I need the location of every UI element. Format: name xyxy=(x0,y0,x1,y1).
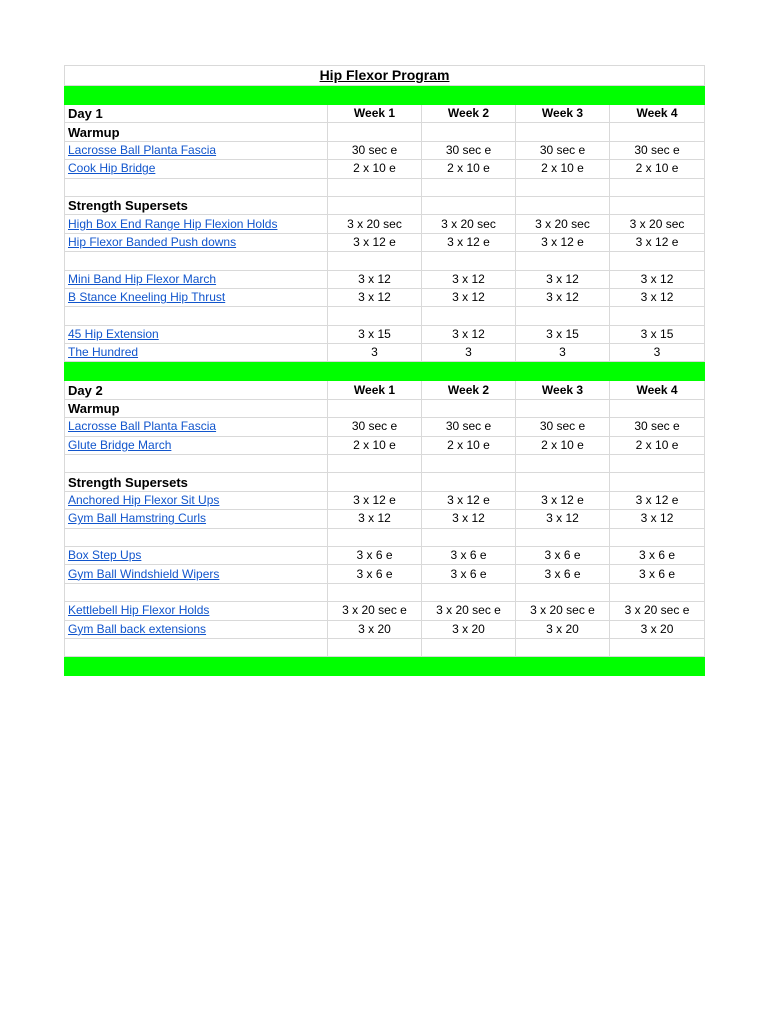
prescription-cell: 3 x 20 sec xyxy=(328,215,422,233)
exercise-row xyxy=(65,565,705,583)
empty-cell xyxy=(516,307,610,325)
empty-cell xyxy=(422,638,516,656)
empty-cell xyxy=(328,307,422,325)
section-header-row xyxy=(65,196,705,214)
prescription-cell: 3 x 12 xyxy=(422,270,516,288)
prescription-cell: 3 xyxy=(516,344,610,362)
prescription-cell: 3 x 20 sec e xyxy=(610,602,705,620)
empty-cell xyxy=(422,455,516,473)
prescription-cell: 30 sec e xyxy=(422,418,516,436)
divider-cell xyxy=(65,657,705,676)
prescription-cell: 3 x 12 xyxy=(328,510,422,528)
empty-cell xyxy=(328,473,422,491)
exercise-name-cell xyxy=(65,436,328,454)
exercise-name-cell xyxy=(65,344,328,362)
exercise-row xyxy=(65,602,705,620)
divider-cell xyxy=(65,86,705,105)
prescription-cell: 2 x 10 e xyxy=(610,436,705,454)
exercise-name-cell xyxy=(65,491,328,509)
program-table xyxy=(64,65,705,676)
prescription-cell: 3 x 12 e xyxy=(328,233,422,251)
exercise-row xyxy=(65,491,705,509)
exercise-link[interactable]: Cook Hip Bridge xyxy=(68,161,156,176)
prescription-cell: 3 x 20 xyxy=(516,620,610,638)
prescription-cell: 2 x 10 e xyxy=(422,160,516,178)
day-label: Day 1 xyxy=(65,105,328,123)
prescription-cell: 3 x 20 sec e xyxy=(328,602,422,620)
prescription-cell: 3 x 6 e xyxy=(610,565,705,583)
section-header-row xyxy=(65,123,705,141)
exercise-row xyxy=(65,270,705,288)
section-label: Strength Supersets xyxy=(65,196,328,214)
empty-cell xyxy=(610,252,705,270)
prescription-cell: 3 x 20 xyxy=(328,620,422,638)
prescription-cell: 3 x 20 sec e xyxy=(516,602,610,620)
empty-cell xyxy=(422,178,516,196)
prescription-cell: 3 x 12 e xyxy=(328,491,422,509)
prescription-cell: 30 sec e xyxy=(422,141,516,159)
prescription-cell: 30 sec e xyxy=(516,141,610,159)
exercise-row xyxy=(65,215,705,233)
empty-cell xyxy=(328,252,422,270)
exercise-link[interactable]: High Box End Range Hip Flexion Holds xyxy=(68,216,278,231)
prescription-cell: 3 x 12 xyxy=(610,288,705,306)
prescription-cell: 2 x 10 e xyxy=(516,436,610,454)
empty-cell xyxy=(516,252,610,270)
section-divider-band xyxy=(65,657,705,676)
exercise-link[interactable]: Lacrosse Ball Planta Fascia xyxy=(68,142,217,157)
section-divider-band xyxy=(65,86,705,105)
section-label: Warmup xyxy=(65,123,328,141)
empty-cell xyxy=(516,399,610,417)
prescription-cell: 3 x 12 xyxy=(328,270,422,288)
blank-row xyxy=(65,252,705,270)
exercise-name-cell xyxy=(65,418,328,436)
empty-cell xyxy=(65,307,328,325)
prescription-cell: 3 x 12 e xyxy=(610,491,705,509)
prescription-cell: 2 x 10 e xyxy=(422,436,516,454)
prescription-cell: 2 x 10 e xyxy=(328,436,422,454)
exercise-name-cell xyxy=(65,288,328,306)
empty-cell xyxy=(610,455,705,473)
empty-cell xyxy=(422,307,516,325)
prescription-cell: 3 x 20 sec e xyxy=(422,602,516,620)
section-label: Strength Supersets xyxy=(65,473,328,491)
program-table-body xyxy=(65,66,705,676)
empty-cell xyxy=(610,307,705,325)
exercise-link[interactable]: Hip Flexor Banded Push downs xyxy=(68,234,237,249)
prescription-cell: 3 x 12 xyxy=(516,288,610,306)
exercise-name-cell xyxy=(65,215,328,233)
blank-row xyxy=(65,455,705,473)
exercise-link[interactable]: Box Step Ups xyxy=(68,548,142,563)
exercise-name-cell xyxy=(65,510,328,528)
empty-cell xyxy=(516,123,610,141)
prescription-cell: 3 x 6 e xyxy=(610,546,705,564)
day-label: Day 2 xyxy=(65,381,328,399)
empty-cell xyxy=(516,178,610,196)
prescription-cell: 3 x 15 xyxy=(328,325,422,343)
week-header-cell: Week 1 xyxy=(328,105,422,123)
day-header-row xyxy=(65,105,705,123)
prescription-cell: 2 x 10 e xyxy=(610,160,705,178)
prescription-cell: 3 x 6 e xyxy=(328,546,422,564)
exercise-row xyxy=(65,233,705,251)
week-header-cell: Week 4 xyxy=(610,381,705,399)
prescription-cell: 3 x 12 e xyxy=(610,233,705,251)
exercise-name-cell xyxy=(65,565,328,583)
empty-cell xyxy=(328,399,422,417)
prescription-cell: 3 x 6 e xyxy=(516,565,610,583)
exercise-link[interactable]: Gym Ball back extensions xyxy=(68,621,207,636)
empty-cell xyxy=(65,638,328,656)
empty-cell xyxy=(610,123,705,141)
prescription-cell: 3 x 12 e xyxy=(422,233,516,251)
exercise-link[interactable]: B Stance Kneeling Hip Thrust xyxy=(68,290,226,305)
section-label: Warmup xyxy=(65,399,328,417)
prescription-cell: 3 x 12 e xyxy=(516,491,610,509)
prescription-cell: 3 x 12 xyxy=(422,510,516,528)
exercise-row xyxy=(65,436,705,454)
exercise-name-cell xyxy=(65,325,328,343)
prescription-cell: 3 x 12 xyxy=(516,270,610,288)
prescription-cell: 30 sec e xyxy=(610,141,705,159)
empty-cell xyxy=(422,399,516,417)
empty-cell xyxy=(65,528,328,546)
empty-cell xyxy=(422,123,516,141)
divider-cell xyxy=(65,362,705,381)
exercise-name-cell xyxy=(65,602,328,620)
empty-cell xyxy=(422,252,516,270)
empty-cell xyxy=(516,473,610,491)
prescription-cell: 30 sec e xyxy=(328,418,422,436)
week-header-cell: Week 2 xyxy=(422,105,516,123)
prescription-cell: 3 x 12 xyxy=(422,288,516,306)
exercise-link[interactable]: Glute Bridge March xyxy=(68,437,172,452)
exercise-link[interactable]: Gym Ball Hamstring Curls xyxy=(68,511,207,526)
section-divider-band xyxy=(65,362,705,381)
exercise-link[interactable]: Anchored Hip Flexor Sit Ups xyxy=(68,493,220,507)
prescription-cell: 30 sec e xyxy=(328,141,422,159)
empty-cell xyxy=(422,473,516,491)
prescription-cell: 3 x 12 xyxy=(516,510,610,528)
blank-row xyxy=(65,638,705,656)
title-row xyxy=(65,66,705,86)
blank-row xyxy=(65,307,705,325)
prescription-cell: 3 x 6 e xyxy=(422,565,516,583)
prescription-cell: 3 xyxy=(328,344,422,362)
empty-cell xyxy=(610,638,705,656)
empty-cell xyxy=(328,528,422,546)
prescription-cell: 3 xyxy=(610,344,705,362)
exercise-name-cell xyxy=(65,620,328,638)
exercise-name-cell xyxy=(65,141,328,159)
empty-cell xyxy=(328,638,422,656)
empty-cell xyxy=(422,583,516,601)
exercise-row xyxy=(65,288,705,306)
exercise-row xyxy=(65,160,705,178)
prescription-cell: 3 x 6 e xyxy=(516,546,610,564)
exercise-link[interactable]: Gym Ball Windshield Wipers xyxy=(68,566,220,581)
blank-row xyxy=(65,528,705,546)
empty-cell xyxy=(516,196,610,214)
prescription-cell: 3 x 12 xyxy=(422,325,516,343)
empty-cell xyxy=(328,196,422,214)
exercise-row xyxy=(65,344,705,362)
exercise-row xyxy=(65,546,705,564)
exercise-link[interactable]: 45 Hip Extension xyxy=(68,326,159,341)
exercise-name-cell xyxy=(65,546,328,564)
prescription-cell: 3 x 6 e xyxy=(328,565,422,583)
prescription-cell: 2 x 10 e xyxy=(516,160,610,178)
exercise-link[interactable]: Kettlebell Hip Flexor Holds xyxy=(68,603,210,618)
prescription-cell: 3 x 12 xyxy=(610,510,705,528)
exercise-row xyxy=(65,510,705,528)
prescription-cell: 3 x 12 e xyxy=(422,491,516,509)
empty-cell xyxy=(328,123,422,141)
prescription-cell: 30 sec e xyxy=(516,418,610,436)
exercise-row xyxy=(65,620,705,638)
prescription-cell: 3 x 20 sec xyxy=(422,215,516,233)
exercise-link[interactable]: Lacrosse Ball Planta Fascia xyxy=(68,419,217,434)
empty-cell xyxy=(65,252,328,270)
week-header-cell: Week 3 xyxy=(516,381,610,399)
prescription-cell: 3 x 15 xyxy=(610,325,705,343)
prescription-cell: 3 x 20 sec xyxy=(610,215,705,233)
section-header-row xyxy=(65,399,705,417)
week-header-cell: Week 1 xyxy=(328,381,422,399)
week-header-cell: Week 4 xyxy=(610,105,705,123)
week-header-cell: Week 3 xyxy=(516,105,610,123)
empty-cell xyxy=(422,528,516,546)
prescription-cell: 30 sec e xyxy=(610,418,705,436)
empty-cell xyxy=(65,455,328,473)
day-header-row xyxy=(65,381,705,399)
exercise-row xyxy=(65,418,705,436)
empty-cell xyxy=(610,528,705,546)
exercise-link[interactable]: Mini Band Hip Flexor March xyxy=(68,271,217,286)
empty-cell xyxy=(516,638,610,656)
empty-cell xyxy=(610,473,705,491)
empty-cell xyxy=(610,583,705,601)
prescription-cell: 3 x 20 xyxy=(422,620,516,638)
prescription-cell: 3 x 12 xyxy=(328,288,422,306)
blank-row xyxy=(65,178,705,196)
empty-cell xyxy=(610,196,705,214)
empty-cell xyxy=(328,178,422,196)
empty-cell xyxy=(65,583,328,601)
empty-cell xyxy=(516,583,610,601)
exercise-name-cell xyxy=(65,270,328,288)
empty-cell xyxy=(328,583,422,601)
prescription-cell: 3 x 15 xyxy=(516,325,610,343)
exercise-row xyxy=(65,141,705,159)
week-header-cell: Week 2 xyxy=(422,381,516,399)
empty-cell xyxy=(516,528,610,546)
blank-row xyxy=(65,583,705,601)
empty-cell xyxy=(610,399,705,417)
prescription-cell: 3 x 12 xyxy=(610,270,705,288)
prescription-cell: 2 x 10 e xyxy=(328,160,422,178)
prescription-cell: 3 x 12 e xyxy=(516,233,610,251)
empty-cell xyxy=(65,178,328,196)
exercise-name-cell xyxy=(65,233,328,251)
empty-cell xyxy=(610,178,705,196)
exercise-row xyxy=(65,325,705,343)
empty-cell xyxy=(516,455,610,473)
empty-cell xyxy=(328,455,422,473)
empty-cell xyxy=(422,196,516,214)
page-title: Hip Flexor Program xyxy=(65,66,705,86)
section-header-row xyxy=(65,473,705,491)
prescription-cell: 3 xyxy=(422,344,516,362)
prescription-cell: 3 x 6 e xyxy=(422,546,516,564)
exercise-link[interactable]: The Hundred xyxy=(68,345,139,360)
exercise-name-cell xyxy=(65,160,328,178)
prescription-cell: 3 x 20 xyxy=(610,620,705,638)
prescription-cell: 3 x 20 sec xyxy=(516,215,610,233)
